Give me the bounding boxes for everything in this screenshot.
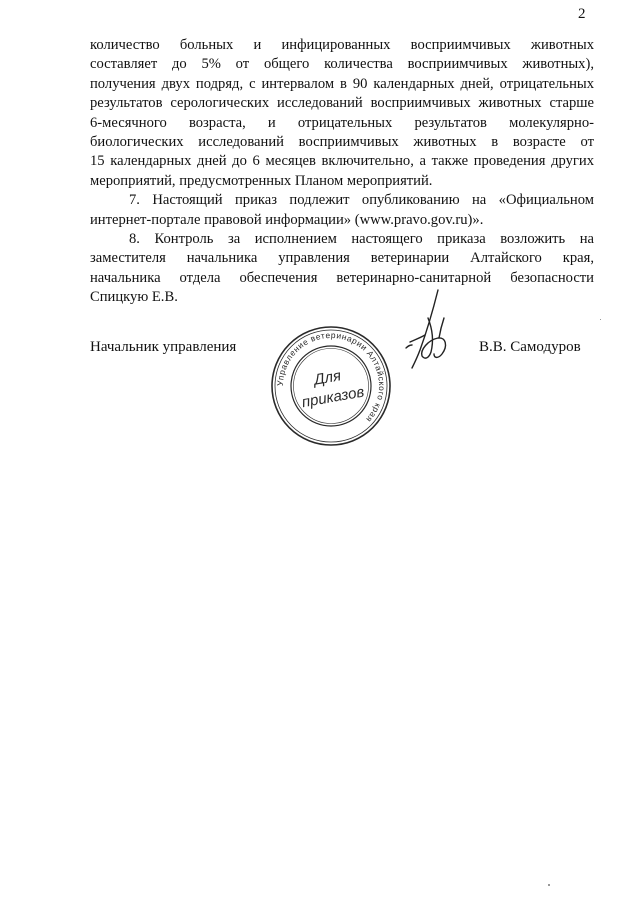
text-line: получения двух подряд, с интервалом в 90 календарных дней, отрицательных [90, 75, 594, 92]
scan-speck [548, 884, 550, 886]
document-body [90, 36, 594, 308]
text-line: Спицкую Е.В. [90, 289, 178, 306]
text-line: составляет до 5% от общего количества восприимчивых животных), [90, 56, 594, 73]
seal-center-line-1: Для [312, 367, 343, 389]
text-line: заместителя начальника управления ветеринарии Алтайского края, [90, 250, 594, 267]
text-line: мероприятий, предусмотренных Планом мероприятий. [90, 172, 433, 189]
text-line: 8. Контроль за исполнением настоящего приказа возложить на [129, 231, 594, 248]
text-line: интернет-портале правовой информации» (www.pravo.gov.ru)». [90, 211, 484, 228]
text-line: биологических исследований восприимчивых животных в возрасте от [90, 134, 594, 151]
text-line: начальника отдела обеспечения ветеринарно-санитарной безопасности [90, 269, 594, 286]
text-line: 6-месячного возраста, и отрицательных результатов молекулярно- [90, 114, 594, 131]
handwritten-signature [398, 288, 460, 372]
official-seal [269, 324, 393, 448]
signatory-name: В.В. Самодуров [479, 339, 581, 355]
text-line: результатов серологических исследований восприимчивых животных старше [90, 95, 594, 112]
signatory-title: Начальник управления [90, 339, 237, 355]
seal-ring-text: Управление ветеринарии Алтайского края [274, 329, 388, 425]
text-line: 7. Настоящий приказ подлежит опубликованию на «Официальном [129, 192, 594, 209]
page-number: 2 [578, 6, 586, 22]
scan-speck [600, 319, 601, 320]
text-line: 15 календарных дней до 6 месяцев включительно, а также проведения других [90, 153, 594, 170]
text-line: количество больных и инфицированных восприимчивых животных [90, 37, 594, 53]
seal-center-line-2: приказов [300, 383, 366, 412]
